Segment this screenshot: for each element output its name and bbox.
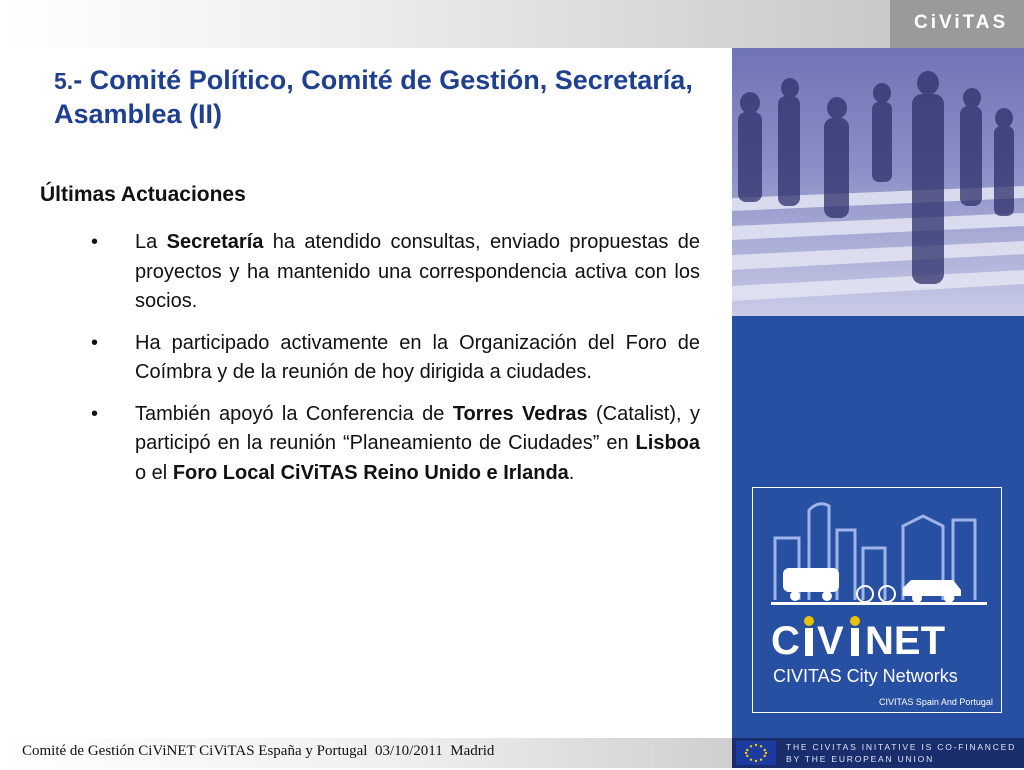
bullet-text: o el: [135, 461, 173, 484]
bullet-list: [88, 228, 700, 500]
eu-line-2: BY THE EUROPEAN UNION: [786, 754, 935, 764]
title-text: - Comité Político, Comité de Gestión, Secretaría, Asamblea (II): [54, 65, 693, 129]
bullet-icon: •: [91, 402, 99, 425]
eu-line-1: THE CIVITAS INITATIVE IS CO-FINANCED: [786, 742, 1017, 752]
bullet-text: Ha participado activamente en la Organización del Foro de Coímbra y de la reunión de hoy dirigida a ciudades.: [135, 331, 700, 383]
bullet-text: .: [568, 461, 575, 484]
footer-text: Comité de Gestión CiViNET CiViTAS España y Portugal 03/10/2011 Madrid: [22, 743, 495, 759]
civinet-logo-card: [752, 487, 1002, 713]
bullet-bold-text: Foro Local CiViTAS Reino Unido e Irlanda: [172, 461, 569, 484]
header-bar: [0, 0, 890, 48]
bullet-text: La: [135, 231, 167, 253]
bullet-text: ha atendido consultas, enviado propuestas de proyectos y ha mantenido una correspondencia activa con los socios.: [135, 231, 700, 312]
bullet-bold-text: Torres Vedras: [452, 402, 588, 425]
wordmark-net: NET: [865, 619, 945, 663]
civitas-brand-logo: CiViTAS: [914, 12, 1009, 33]
bullet-item-2: [88, 329, 700, 388]
slide-title: [54, 64, 704, 131]
logo-subtitle: CIVITAS City Networks: [773, 666, 958, 686]
crosswalk-image: [732, 48, 1024, 316]
wordmark-c: C: [771, 619, 800, 663]
logo-badge-text: CIVITAS Spain And Portugal: [879, 697, 993, 707]
bullet-item-1: [88, 228, 700, 317]
bullet-text: (Catalist), y participó en la reunión “Planeamiento de Ciudades” en: [135, 402, 700, 454]
bullet-icon: •: [91, 331, 99, 354]
eu-flag-icon: [736, 741, 776, 765]
title-number: 5.: [54, 68, 74, 94]
bullet-icon: •: [91, 231, 99, 253]
bullet-bold-text: Lisboa: [635, 432, 700, 454]
transport-icons: [771, 568, 987, 605]
civinet-wordmark: [771, 616, 958, 686]
bullet-text: También apoyó la Conferencia de: [135, 402, 453, 425]
civinet-logo: [753, 488, 1001, 712]
bullet-bold-text: Secretaría: [166, 231, 264, 253]
eu-cofinance-text: [786, 741, 1016, 765]
wordmark-v: V: [817, 619, 844, 663]
section-subtitle: Últimas Actuaciones: [40, 183, 246, 206]
pedestrians-photo: [732, 48, 1024, 316]
bullet-item-3: [88, 400, 700, 489]
